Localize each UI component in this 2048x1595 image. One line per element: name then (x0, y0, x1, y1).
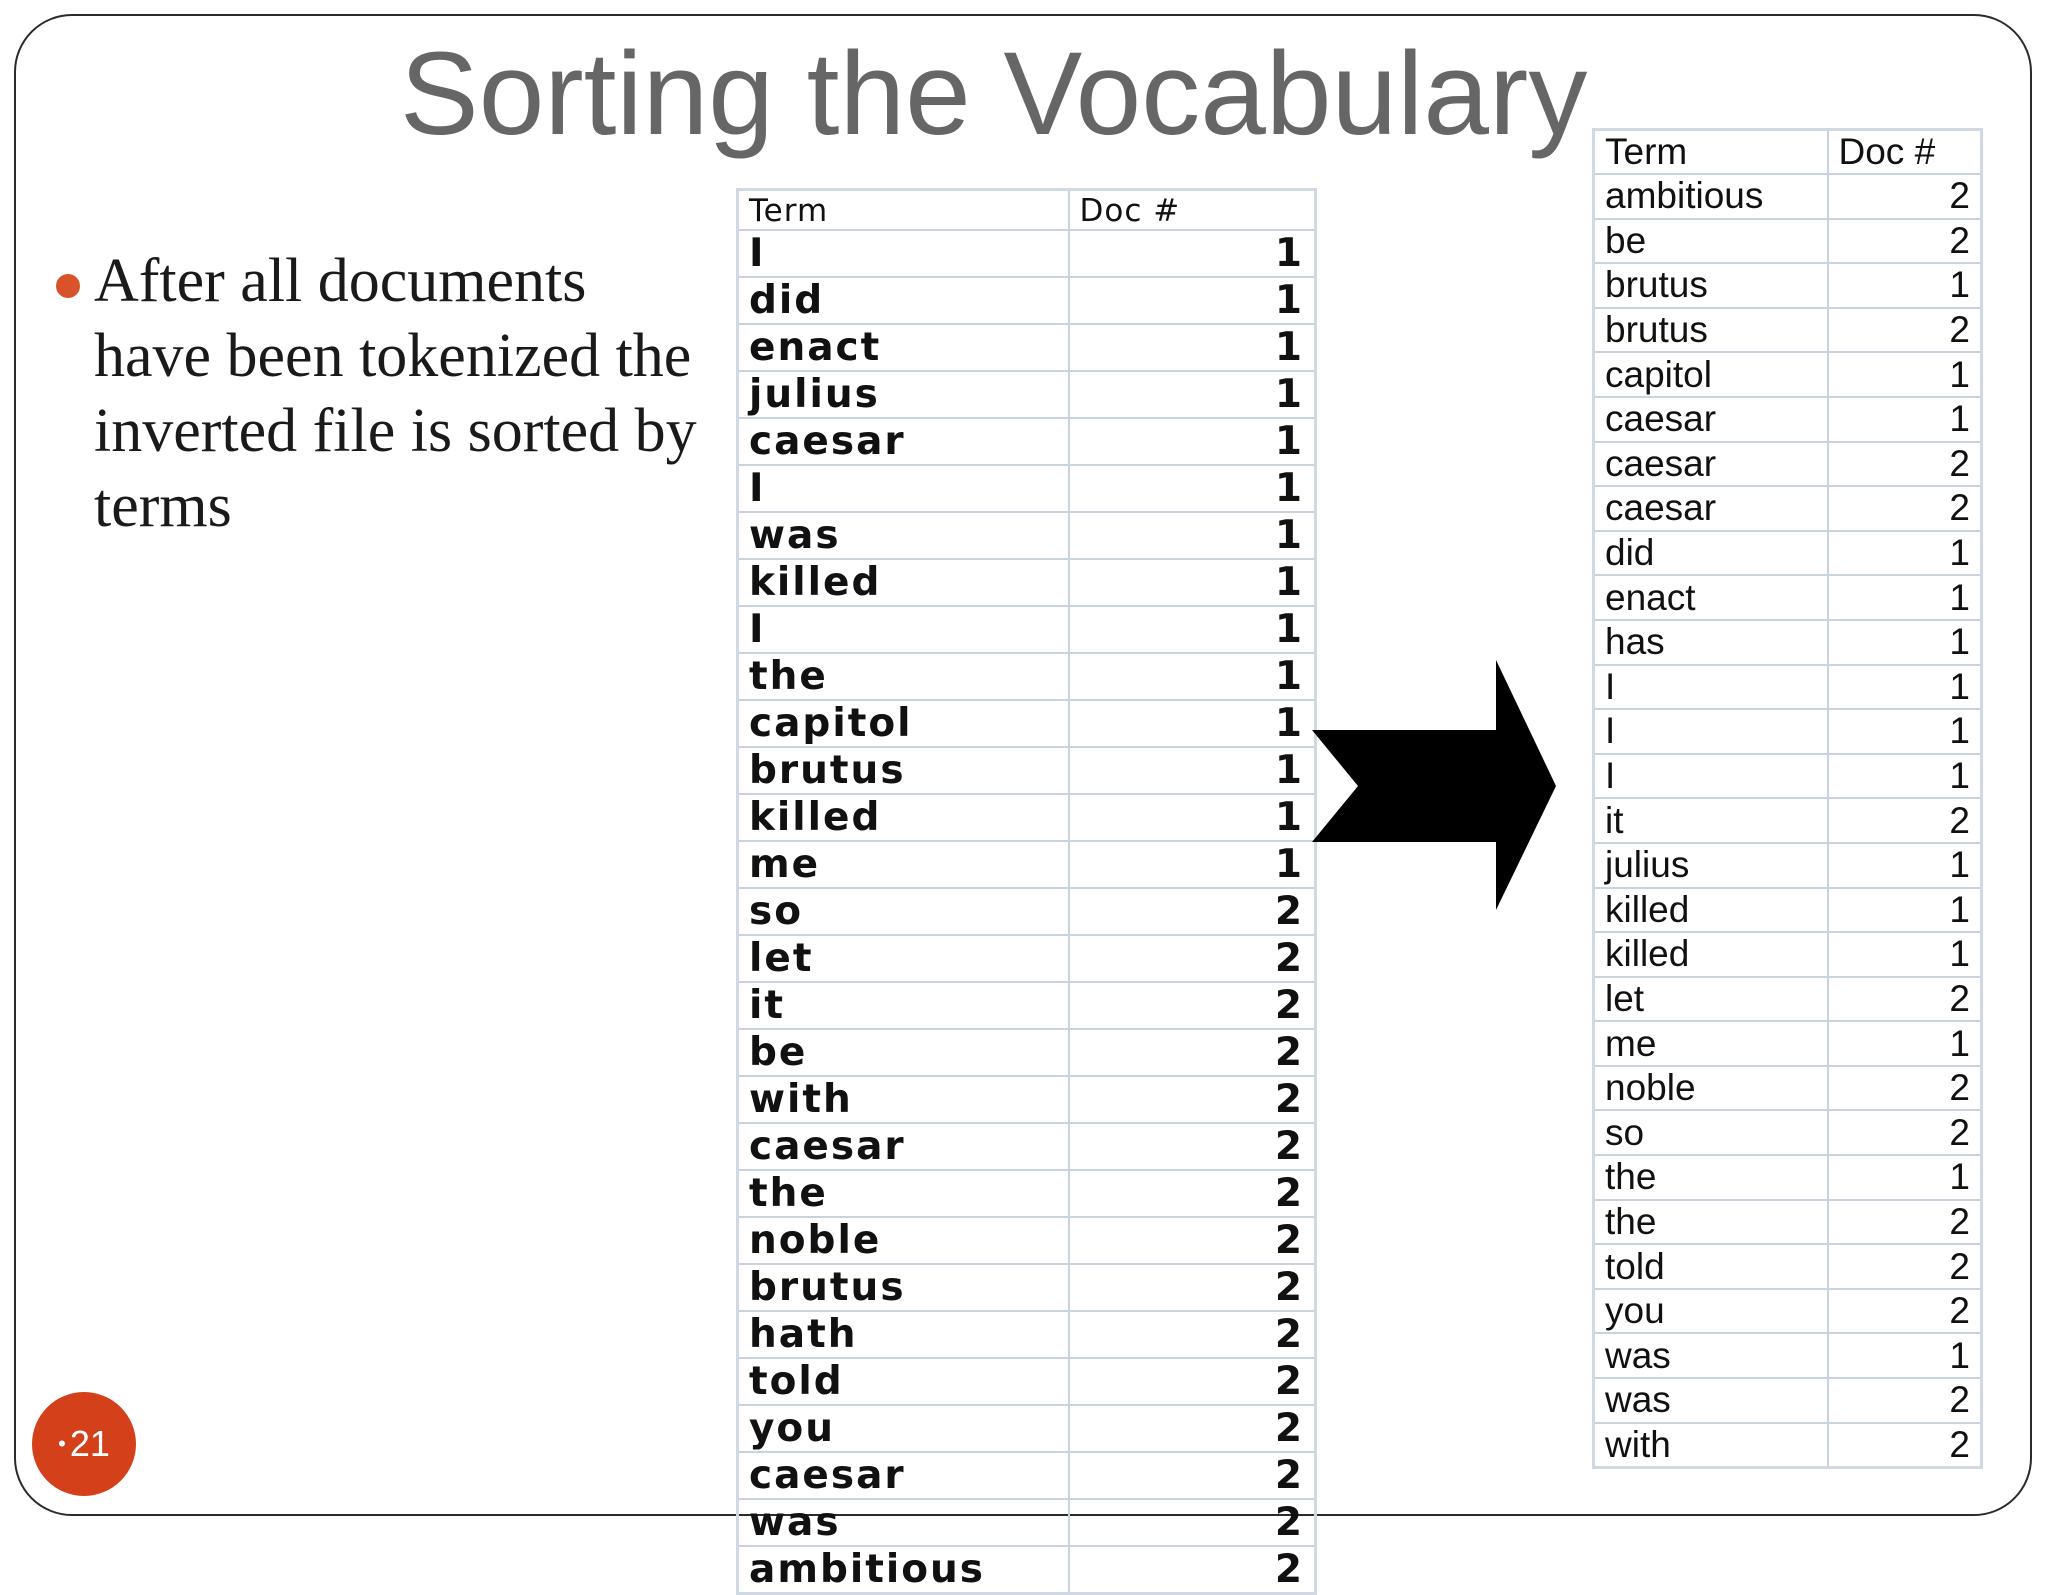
table-row (1594, 798, 1982, 843)
table-row (738, 230, 1316, 277)
table-header-row (738, 190, 1316, 231)
doc-number-cell: 2 (1828, 1289, 1982, 1334)
table-row (1594, 620, 1982, 665)
term-cell: I (1594, 709, 1828, 754)
term-cell: be (738, 1029, 1069, 1076)
term-cell: told (738, 1358, 1069, 1405)
term-cell: noble (738, 1217, 1069, 1264)
table-row (1594, 932, 1982, 977)
term-cell: let (738, 935, 1069, 982)
doc-number-cell: 2 (1069, 1405, 1316, 1452)
doc-number-cell: 2 (1069, 1452, 1316, 1499)
term-cell: brutus (1594, 263, 1828, 308)
doc-number-cell: 1 (1069, 700, 1316, 747)
table-row (1594, 977, 1982, 1022)
doc-number-cell: 1 (1828, 665, 1982, 710)
doc-number-cell: 2 (1069, 1358, 1316, 1405)
doc-number-cell: 2 (1069, 1029, 1316, 1076)
table-row (738, 700, 1316, 747)
table-row (738, 1311, 1316, 1358)
term-cell: brutus (738, 747, 1069, 794)
table-row (1594, 263, 1982, 308)
table-row (1594, 308, 1982, 353)
term-cell: I (1594, 665, 1828, 710)
table-row (1594, 1110, 1982, 1155)
doc-number-cell: 2 (1069, 935, 1316, 982)
doc-number-cell: 2 (1828, 1378, 1982, 1423)
doc-number-cell: 1 (1828, 1155, 1982, 1200)
term-cell: with (738, 1076, 1069, 1123)
term-cell: killed (1594, 932, 1828, 977)
bullet-point (56, 244, 716, 544)
term-cell: julius (1594, 843, 1828, 888)
table-row (738, 1217, 1316, 1264)
table-row (1594, 754, 1982, 799)
doc-number-cell: 1 (1069, 512, 1316, 559)
table-row (738, 418, 1316, 465)
doc-number-cell: 1 (1828, 531, 1982, 576)
table-row (738, 606, 1316, 653)
doc-number-cell: 1 (1828, 397, 1982, 442)
table-row (738, 653, 1316, 700)
doc-number-cell: 2 (1069, 1170, 1316, 1217)
table-row (1594, 709, 1982, 754)
term-cell: brutus (1594, 308, 1828, 353)
table-row (738, 794, 1316, 841)
table-row (1594, 1333, 1982, 1378)
table-row (1594, 486, 1982, 531)
doc-number-cell: 2 (1069, 1311, 1316, 1358)
term-cell: julius (738, 371, 1069, 418)
bullet-dot-icon (56, 274, 80, 298)
table-row (738, 841, 1316, 888)
table-row (738, 465, 1316, 512)
doc-number-cell: 1 (1828, 932, 1982, 977)
doc-number-cell: 2 (1828, 1110, 1982, 1155)
doc-number-cell: 1 (1828, 620, 1982, 665)
doc-number-cell: 2 (1828, 174, 1982, 219)
term-cell: I (1594, 754, 1828, 799)
term-cell: caesar (738, 1452, 1069, 1499)
table-row (738, 1076, 1316, 1123)
doc-number-cell: 1 (1828, 575, 1982, 620)
doc-number-cell: 1 (1069, 559, 1316, 606)
term-cell: I (738, 465, 1069, 512)
doc-number-cell: 2 (1069, 888, 1316, 935)
table-row (1594, 1200, 1982, 1245)
table-row (1594, 1155, 1982, 1200)
doc-number-cell: 2 (1069, 1123, 1316, 1170)
term-cell: caesar (738, 418, 1069, 465)
table-row (1594, 1244, 1982, 1289)
term-cell: capitol (738, 700, 1069, 747)
doc-number-cell: 1 (1069, 418, 1316, 465)
sorted-term-table (1592, 128, 1983, 1469)
doc-number-cell: 1 (1069, 841, 1316, 888)
term-cell: I (738, 230, 1069, 277)
doc-number-cell: 1 (1828, 263, 1982, 308)
term-cell: was (738, 512, 1069, 559)
table-row (738, 982, 1316, 1029)
term-cell: the (1594, 1200, 1828, 1245)
term-cell: you (1594, 1289, 1828, 1334)
term-cell: enact (1594, 575, 1828, 620)
table-row (1594, 1066, 1982, 1111)
doc-number-cell: 2 (1828, 1423, 1982, 1468)
term-cell: I (738, 606, 1069, 653)
doc-number-cell: 1 (1828, 843, 1982, 888)
table-row (738, 1405, 1316, 1452)
doc-number-cell: 1 (1069, 653, 1316, 700)
term-cell: told (1594, 1244, 1828, 1289)
doc-number-cell: 2 (1069, 1499, 1316, 1546)
column-header-term: Term (1594, 130, 1828, 175)
page-number: 21 (69, 1423, 110, 1464)
term-cell: enact (738, 324, 1069, 371)
table-row (738, 1029, 1316, 1076)
term-cell: was (738, 1499, 1069, 1546)
table-row (738, 371, 1316, 418)
term-cell: caesar (738, 1123, 1069, 1170)
table-row (738, 1123, 1316, 1170)
table-row (738, 935, 1316, 982)
term-cell: with (1594, 1423, 1828, 1468)
table-row (1594, 1378, 1982, 1423)
term-cell: caesar (1594, 442, 1828, 487)
doc-number-cell: 2 (1069, 1264, 1316, 1311)
doc-number-cell: 2 (1828, 977, 1982, 1022)
doc-number-cell: 1 (1069, 606, 1316, 653)
table-row (738, 559, 1316, 606)
doc-number-cell: 1 (1828, 1021, 1982, 1066)
column-header-term: Term (738, 190, 1069, 231)
doc-number-cell: 1 (1069, 230, 1316, 277)
term-cell: did (738, 277, 1069, 324)
table-row (1594, 888, 1982, 933)
term-cell: let (1594, 977, 1828, 1022)
doc-number-cell: 1 (1828, 754, 1982, 799)
table-row (738, 512, 1316, 559)
table-row (1594, 843, 1982, 888)
column-header-doc: Doc # (1828, 130, 1982, 175)
bullet-dot-icon: • (58, 1431, 66, 1456)
doc-number-cell: 2 (1828, 1066, 1982, 1111)
page-number-badge (32, 1392, 136, 1496)
term-cell: the (738, 653, 1069, 700)
term-cell: ambitious (738, 1546, 1069, 1594)
term-cell: so (1594, 1110, 1828, 1155)
term-cell: brutus (738, 1264, 1069, 1311)
doc-number-cell: 1 (1828, 888, 1982, 933)
table-row (738, 1264, 1316, 1311)
term-cell: the (1594, 1155, 1828, 1200)
doc-number-cell: 1 (1069, 277, 1316, 324)
doc-number-cell: 2 (1069, 1076, 1316, 1123)
table-row (1594, 442, 1982, 487)
table-row (738, 277, 1316, 324)
term-cell: capitol (1594, 352, 1828, 397)
doc-number-cell: 1 (1069, 465, 1316, 512)
term-cell: be (1594, 219, 1828, 264)
column-header-doc: Doc # (1069, 190, 1316, 231)
table-row (1594, 397, 1982, 442)
doc-number-cell: 2 (1828, 219, 1982, 264)
bullet-text: After all documents have been tokenized the inverted file is sorted by terms (94, 247, 697, 540)
term-cell: killed (738, 559, 1069, 606)
term-cell: ambitious (1594, 174, 1828, 219)
doc-number-cell: 2 (1069, 1546, 1316, 1594)
doc-number-cell: 2 (1828, 308, 1982, 353)
doc-number-cell: 2 (1828, 1244, 1982, 1289)
doc-number-cell: 2 (1828, 442, 1982, 487)
term-cell: the (738, 1170, 1069, 1217)
term-cell: it (1594, 798, 1828, 843)
term-cell: caesar (1594, 486, 1828, 531)
table-row (1594, 1021, 1982, 1066)
term-cell: me (1594, 1021, 1828, 1066)
term-cell: was (1594, 1378, 1828, 1423)
term-cell: caesar (1594, 397, 1828, 442)
doc-number-cell: 1 (1069, 371, 1316, 418)
doc-number-cell: 1 (1069, 794, 1316, 841)
table-row (1594, 531, 1982, 576)
term-cell: did (1594, 531, 1828, 576)
doc-number-cell: 2 (1828, 798, 1982, 843)
term-cell: killed (1594, 888, 1828, 933)
table-row (1594, 1289, 1982, 1334)
doc-number-cell: 2 (1069, 1217, 1316, 1264)
table-row (738, 1170, 1316, 1217)
term-cell: so (738, 888, 1069, 935)
table-row (738, 747, 1316, 794)
term-cell: hath (738, 1311, 1069, 1358)
table-header-row (1594, 130, 1982, 175)
term-cell: me (738, 841, 1069, 888)
table-row (738, 1452, 1316, 1499)
doc-number-cell: 1 (1828, 352, 1982, 397)
slide-title: Sorting the Vocabulary (400, 28, 1588, 160)
doc-number-cell: 2 (1828, 486, 1982, 531)
term-cell: it (738, 982, 1069, 1029)
doc-number-cell: 1 (1069, 324, 1316, 371)
doc-number-cell: 2 (1069, 982, 1316, 1029)
table-row (1594, 174, 1982, 219)
table-row (738, 1358, 1316, 1405)
table-row (738, 324, 1316, 371)
term-cell: you (738, 1405, 1069, 1452)
doc-number-cell: 2 (1828, 1200, 1982, 1245)
doc-number-cell: 1 (1828, 709, 1982, 754)
table-row (738, 1499, 1316, 1546)
table-row (1594, 352, 1982, 397)
term-cell: noble (1594, 1066, 1828, 1111)
table-row (1594, 219, 1982, 264)
right-arrow-icon (1312, 660, 1556, 910)
table-row (738, 888, 1316, 935)
table-row (1594, 1423, 1982, 1468)
term-cell: was (1594, 1333, 1828, 1378)
term-cell: has (1594, 620, 1828, 665)
unsorted-term-table (736, 188, 1317, 1595)
table-row (1594, 665, 1982, 710)
doc-number-cell: 1 (1828, 1333, 1982, 1378)
doc-number-cell: 1 (1069, 747, 1316, 794)
table-row (1594, 575, 1982, 620)
table-row (738, 1546, 1316, 1594)
term-cell: killed (738, 794, 1069, 841)
